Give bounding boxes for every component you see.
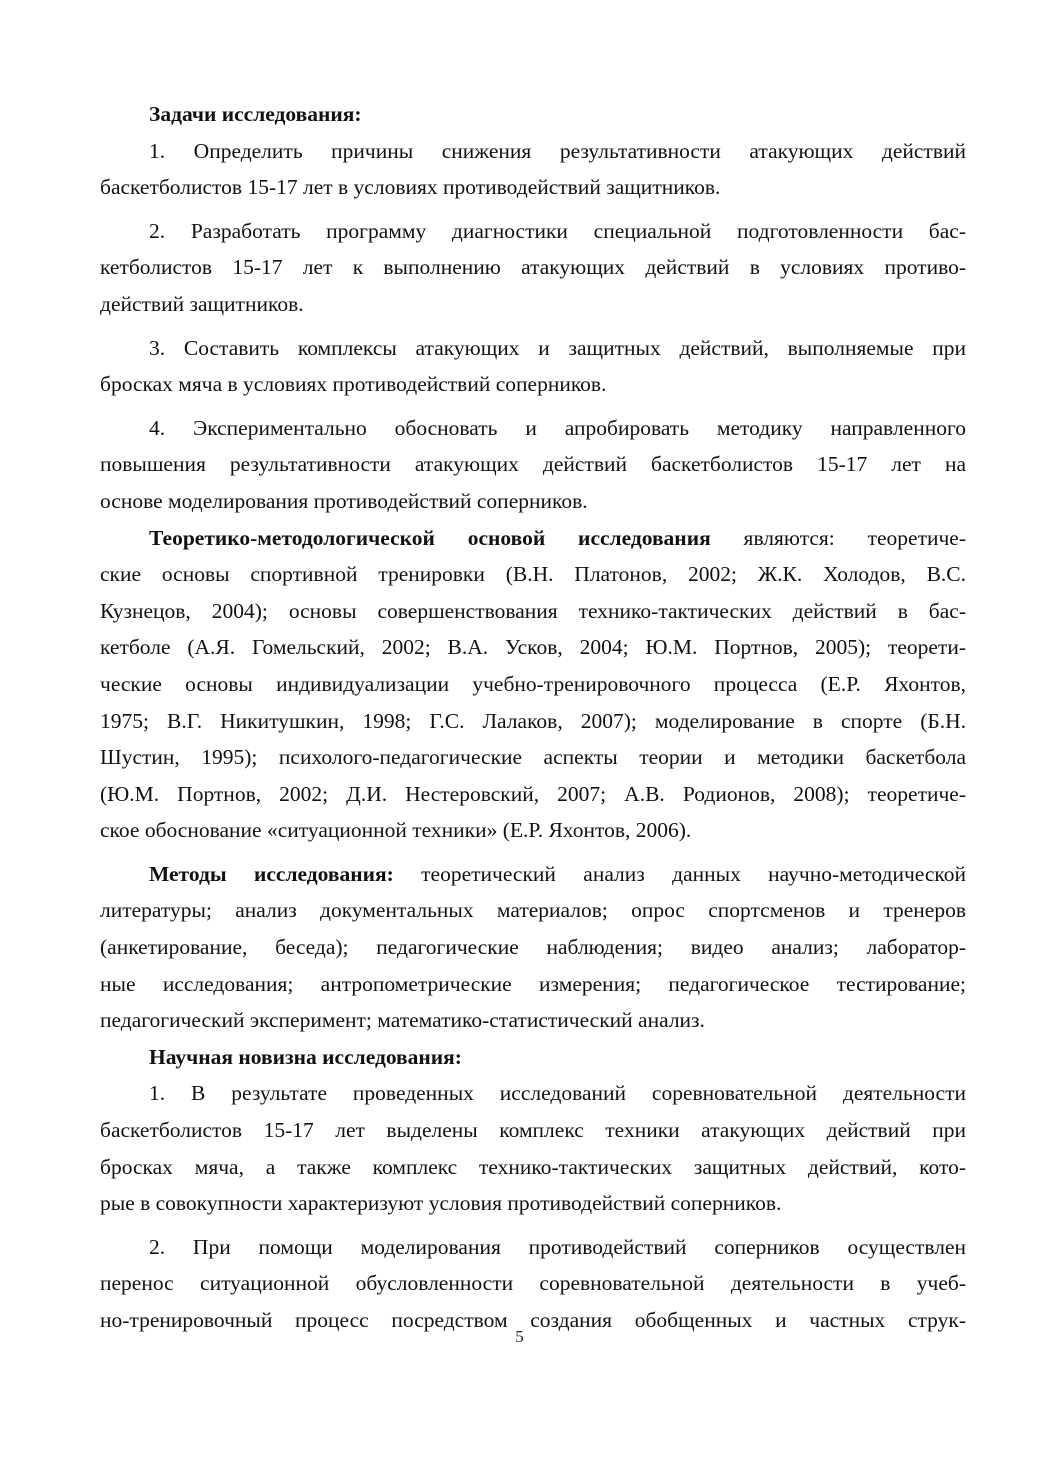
methods-section xyxy=(100,856,966,1039)
paragraph-line: бросках мяча, а также комплекс технико-тактических защитных действий, кото- xyxy=(100,1154,966,1179)
tasks-item-2 xyxy=(100,213,966,323)
methods-lead-rest: теоретический анализ данных научно-методической xyxy=(393,861,966,886)
paragraph-line: 2. При помощи моделирования противодействий соперников осуществлен xyxy=(149,1234,966,1259)
paragraph-line: кетболистов 15-17 лет к выполнению атакующих действий в условиях противо- xyxy=(100,255,966,280)
paragraph-line: 1. В результате проведенных исследований соревновательной деятельности xyxy=(149,1081,966,1106)
paragraph-line: перенос ситуационной обусловленности соревновательной деятельности в учеб- xyxy=(100,1271,966,1296)
paragraph-line: баскетболистов 15-17 лет выделены комплекс техники атакующих действий при xyxy=(100,1118,966,1143)
paragraph-line: повышения результативности атакующих действий баскетболистов 15-17 лет на xyxy=(100,452,966,477)
novelty-item-1 xyxy=(100,1075,966,1221)
paragraph-line: действий защитников. xyxy=(100,291,304,316)
paragraph-line: ные исследования; антропометрические измерения; педагогическое тестирование; xyxy=(100,971,966,996)
novelty-item-2 xyxy=(100,1229,966,1339)
methods-lead-line xyxy=(100,856,966,893)
paragraph-line: (анкетирование, беседа); педагогические наблюдения; видео анализ; лаборатор- xyxy=(100,935,966,960)
page-number: 5 xyxy=(515,1327,524,1346)
theory-lead-rest: являются: теоретиче- xyxy=(710,525,966,550)
paragraph-line: 3. Составить комплексы атакующих и защитных действий, выполняемые при xyxy=(149,335,966,360)
paragraph-line: ские основы спортивной тренировки (В.Н. Платонов, 2002; Ж.К. Холодов, В.С. xyxy=(100,562,966,587)
paragraph-line: баскетболистов 15-17 лет в условиях противодействий защитников. xyxy=(100,175,721,200)
paragraph-line: (Ю.М. Портнов, 2002; Д.И. Нестеровский, 2007; А.В. Родионов, 2008); теоретиче- xyxy=(100,781,966,806)
paragraph-line: педагогический эксперимент; математико-статистический анализ. xyxy=(100,1008,705,1033)
theory-section xyxy=(100,520,966,849)
paragraph-line: 1975; В.Г. Никитушкин, 1998; Г.С. Лалаков, 2007); моделирование в спорте (Б.Н. xyxy=(100,708,966,733)
tasks-item-1 xyxy=(100,133,966,206)
tasks-section xyxy=(100,96,966,520)
paragraph-line: 1. Определить причины снижения результативности атакующих действий xyxy=(149,138,966,163)
paragraph-line: бросках мяча в условиях противодействий соперников. xyxy=(100,372,607,397)
methods-lead-bold: Методы исследования: xyxy=(149,861,394,886)
paragraph-line: литературы; анализ документальных материалов; опрос спортсменов и тренеров xyxy=(100,898,966,923)
paragraph-line: ческие основы индивидуализации учебно-тренировочного процесса (Е.Р. Яхонтов, xyxy=(100,671,966,696)
paragraph-line: Кузнецов, 2004); основы совершенствования технико-тактических действий в бас- xyxy=(100,598,966,623)
theory-lead-line xyxy=(100,520,966,557)
paragraph-line: 2. Разработать программу диагностики специальной подготовленности бас- xyxy=(149,218,966,243)
paragraph-line: Шустин, 1995); психолого-педагогические аспекты теории и методики баскетбола xyxy=(100,745,966,770)
paragraph-line: кетболе (А.Я. Гомельский, 2002; В.А. Усков, 2004; Ю.М. Портнов, 2005); теорети- xyxy=(100,635,966,660)
tasks-heading: Задачи исследования: xyxy=(149,102,362,126)
theory-lead-bold: Теоретико-методологической основой исследования xyxy=(149,525,711,550)
paragraph-line: основе моделирования противодействий соперников. xyxy=(100,488,588,513)
page-body xyxy=(100,96,966,1339)
paragraph-line: 4. Экспериментально обосновать и апробировать методику направленного xyxy=(149,415,966,440)
tasks-item-3 xyxy=(100,330,966,403)
novelty-section xyxy=(100,1039,966,1339)
paragraph-line: рые в совокупности характеризуют условия противодействий соперников. xyxy=(100,1191,782,1216)
paragraph-line: но-тренировочный процесс посредством создания обобщенных и частных струк- xyxy=(100,1308,966,1332)
tasks-item-4 xyxy=(100,410,966,520)
novelty-heading: Научная новизна исследования: xyxy=(149,1044,462,1069)
paragraph-line: ское обоснование «ситуационной техники» (Е.Р. Яхонтов, 2006). xyxy=(100,818,692,843)
